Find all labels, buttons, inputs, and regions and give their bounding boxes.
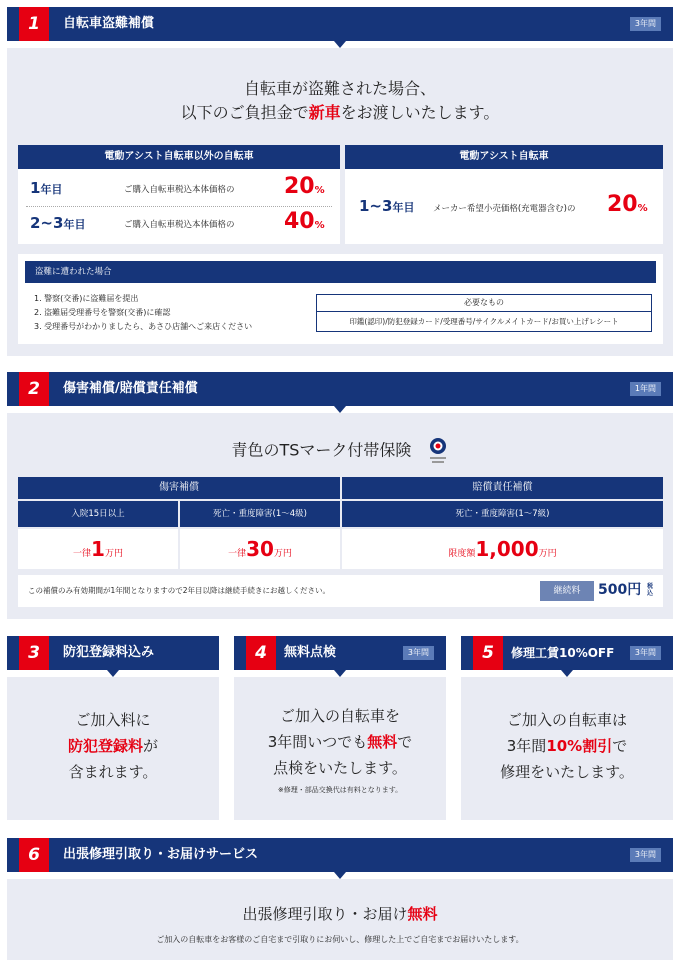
lead-line-2: [7, 100, 673, 123]
section-3-panel: [7, 677, 219, 820]
year-unit: 年目: [40, 183, 63, 196]
lead-text: をお渡しいたします。: [340, 103, 500, 122]
percentage: [284, 209, 325, 234]
down-arrow-icon: [107, 670, 119, 677]
section-2-panel: [7, 413, 673, 619]
section-number-badge: 1: [19, 7, 49, 41]
repair-discount-text: [461, 707, 673, 785]
section-title: 自転車盗難補償: [63, 16, 155, 31]
price-desc: ご購入自転車税込本体価格の: [124, 220, 235, 230]
amount-unit: 万円: [273, 549, 292, 559]
section-4-panel: [234, 677, 446, 820]
year-number: 1~3: [359, 197, 393, 215]
injury-death-cell: [180, 529, 340, 569]
theft-header: 盗難に遭われた場合: [25, 261, 656, 283]
text-line: [461, 733, 673, 759]
down-arrow-icon: [561, 670, 573, 677]
price-desc: メーカー希望小売価格(充電器含む)の: [433, 204, 576, 214]
down-arrow-icon: [334, 406, 346, 413]
col-header: 死亡・重度障害(1〜4級): [180, 501, 340, 527]
year-number: 1: [30, 179, 41, 197]
section-title: 防犯登録料込み: [63, 645, 155, 660]
delivery-lead: [7, 903, 673, 924]
amount-unit: 万円: [538, 549, 557, 559]
liability-header: 賠償責任補償: [342, 477, 663, 499]
period-badge: 3年間: [403, 646, 434, 660]
text: が: [143, 737, 159, 755]
amount-value: 30: [246, 537, 274, 561]
non-electric-table: [18, 169, 340, 244]
section-title: 無料点検: [284, 645, 337, 660]
percent-value: 40: [284, 209, 315, 234]
section-number-badge: 2: [19, 372, 49, 406]
injury-hospital-cell: [18, 529, 178, 569]
amount-prefix: 一律: [73, 549, 92, 559]
section-4-header: [234, 636, 446, 670]
year-unit: 年目: [392, 201, 415, 214]
highlight: 防犯登録料: [67, 737, 143, 755]
highlight: 無料: [367, 733, 398, 751]
required-items-header: 必要なもの: [317, 295, 651, 312]
section-5-panel: [461, 677, 673, 820]
lead-text: 出張修理引取り・お届け: [242, 905, 408, 923]
year-number: 2~3: [30, 214, 64, 232]
section-3-header: [7, 636, 219, 670]
period-badge: 3年間: [630, 17, 661, 31]
theft-procedure-box: [18, 254, 663, 344]
step-item: 2. 盗難届受理番号を警察(交番)に確認: [34, 308, 171, 317]
amount-prefix: 限度額: [448, 549, 476, 559]
section-number-badge: 5: [473, 636, 503, 670]
ts-mark-icon: [427, 437, 449, 465]
percent-unit: %: [314, 185, 325, 196]
renewal-fee-label: 継続料: [540, 581, 594, 601]
amount-value: 1: [91, 537, 105, 561]
renewal-fee-value: 500円: [598, 582, 642, 598]
percent-unit: %: [314, 220, 325, 231]
percentage: [284, 174, 325, 199]
section-title: 傷害補償/賠償責任補償: [63, 381, 198, 396]
amount-prefix: 一律: [228, 549, 247, 559]
step-item: 3. 受理番号がわかりましたら、あさひ店舗へご来店ください: [34, 322, 253, 331]
renewal-note: この補償のみ有効期間が1年間となりますので2年目以降は継続手続きにお越しください。: [28, 586, 331, 595]
text-line: ご加入料に: [75, 711, 151, 729]
amount-unit: 万円: [104, 549, 123, 559]
electric-header: 電動アシスト自転車: [345, 145, 663, 169]
text: 3年間: [506, 737, 547, 755]
text: で: [397, 733, 413, 751]
col-header: 入院15日以上: [18, 501, 178, 527]
text: 3年間いつでも: [267, 733, 368, 751]
highlight: 10%割引: [546, 737, 613, 755]
down-arrow-icon: [334, 872, 346, 879]
text: で: [612, 737, 628, 755]
ts-mark-lead: [7, 437, 673, 465]
year-label: [30, 179, 62, 197]
section-number-badge: 6: [19, 838, 49, 872]
inspection-note: ※修理・部品交換代は有料となります。: [277, 786, 403, 794]
percent-unit: %: [637, 203, 648, 214]
price-desc: ご購入自転車税込本体価格の: [124, 185, 235, 195]
registration-fee-text: [7, 707, 219, 785]
renewal-note-box: [18, 575, 663, 607]
section-6-panel: [7, 879, 673, 960]
section-title: 修理工賃10%OFF: [511, 646, 615, 660]
free-inspection-text: [234, 703, 446, 781]
section-1-header: [7, 7, 673, 41]
period-badge: 1年間: [630, 382, 661, 396]
text-line: 含まれます。: [68, 763, 158, 781]
year-label: [359, 197, 414, 215]
liability-cell: [342, 529, 663, 569]
section-number-badge: 4: [246, 636, 276, 670]
text-line: 点検をいたします。: [273, 759, 407, 777]
step-item: 1. 警察(交番)に盗難届を提出: [34, 294, 139, 303]
non-electric-header: 電動アシスト自転車以外の自転車: [18, 145, 340, 169]
percent-value: 20: [607, 192, 638, 217]
required-items-box: [316, 294, 652, 332]
lead-highlight: 新車: [308, 103, 341, 122]
section-2-header: [7, 372, 673, 406]
percentage: [607, 192, 648, 217]
theft-steps: [34, 292, 252, 334]
down-arrow-icon: [334, 670, 346, 677]
section-6-header: [7, 838, 673, 872]
period-badge: 3年間: [630, 646, 661, 660]
tax-included-mark: 税込: [647, 583, 654, 597]
section-title: 出張修理引取り・お届けサービス: [63, 847, 259, 862]
year-unit: 年目: [63, 218, 86, 231]
lead-highlight: 無料: [407, 905, 438, 923]
injury-header: 傷害補償: [18, 477, 340, 499]
lead-text: 青色のTSマーク付帯保険: [231, 440, 412, 460]
lead-line-1: 自転車が盗難された場合、: [243, 79, 436, 98]
text-line: 修理をいたします。: [500, 763, 634, 781]
required-items-text: 印鑑(認印)/防犯登録カード/受理番号/サイクルメイトカード/お買い上げレシート: [349, 317, 619, 326]
text-line: ご加入の自転車は: [506, 711, 627, 729]
year-label: [30, 214, 85, 232]
delivery-desc: ご加入の自転車をお客様のご自宅まで引取りにお伺いし、修理した上でご自宅までお届けいたします。: [156, 935, 524, 944]
section-5-header: [461, 636, 673, 670]
amount-value: 1,000: [475, 537, 539, 561]
percent-value: 20: [284, 174, 315, 199]
text-line: [7, 733, 219, 759]
text-line: ご加入の自転車を: [279, 707, 400, 725]
col-header: 死亡・重度障害(1〜7級): [342, 501, 663, 527]
text-line: [234, 729, 446, 755]
period-badge: 3年間: [630, 848, 661, 862]
section-1-panel: [7, 48, 673, 356]
section-number-badge: 3: [19, 636, 49, 670]
lead-text: 以下のご負担金で: [180, 103, 309, 122]
row-divider: [26, 206, 332, 207]
down-arrow-icon: [334, 41, 346, 48]
electric-table: [345, 169, 663, 244]
